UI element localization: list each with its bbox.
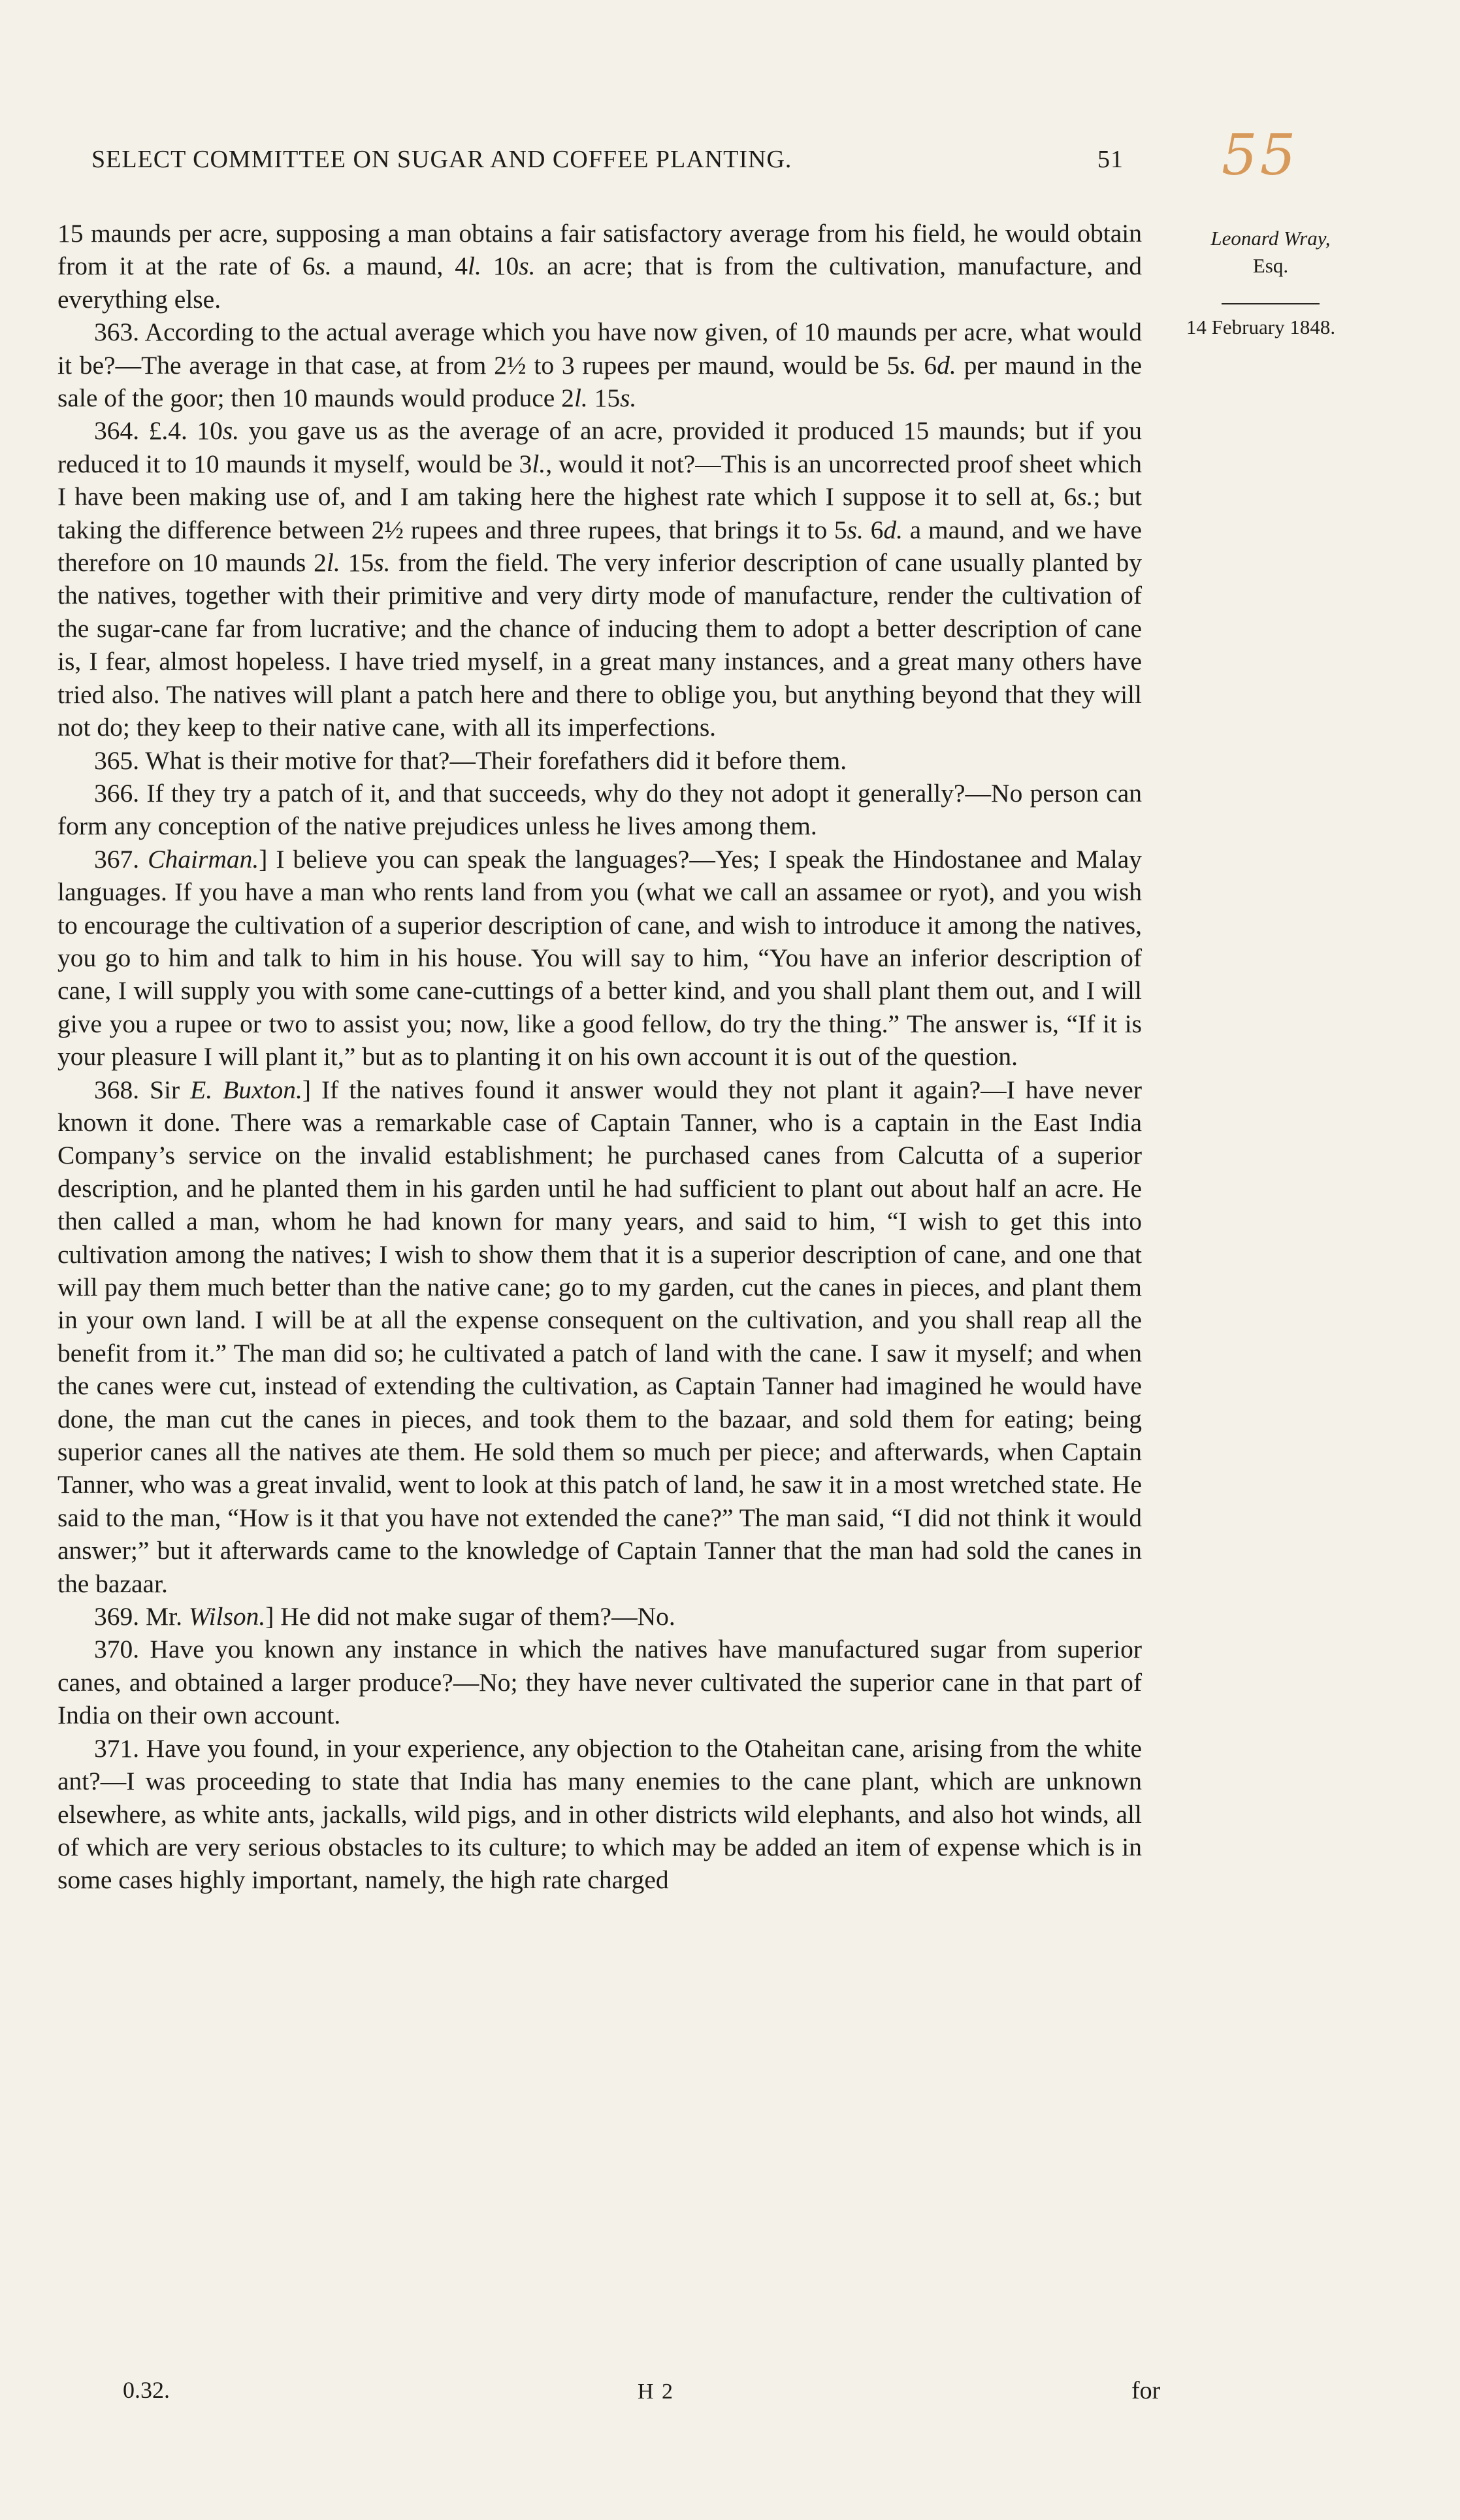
paragraph: 367. Chairman.] I believe you can speak the languages?—Yes; I speak the Hindostanee and Malay languages. If you have a man who rents land from you (what we call an assamee or ryot), and you wish to encourage the cultivation of a superior description of cane, and wish to introduce it among the natives, you go to him and talk to him in his house. You will say to him, “You have an inferior description of cane, I will supply you with some cane-cuttings of a better kind, and you shall plant them out, and I will give you a rupee or two to assist you; now, like a good fellow, do try the thing.” The answer is, “If it is your pleasure I will plant it,” but as to planting it on his own account it is out of the question. [57, 844, 1143, 1072]
paragraph: 15 maunds per acre, supposing a man obtains a fair satisfactory average from his field, he would obtain from it at the rate of 6s. a maund, 4l. 10s. an acre; that is from the cultivation, manufacture, and everything else. [57, 219, 1143, 314]
paragraph: 363. According to the actual average which you have now given, of 10 maunds per acre, what would it be?—The average in that case, at from 2½ to 3 rupees per maund, would be 5s. 6d. per maund in the sale of the goor; then 10 maunds would produce 2l. 15s. [57, 318, 1142, 413]
paragraph: 366. If they try a patch of it, and that succeeds, why do they not adopt it generally?—No person can form any conception of the native prejudices unless he lives among them. [57, 778, 1142, 841]
witness-name: Leonard Wray, [1210, 227, 1331, 250]
body-text [57, 217, 1142, 1897]
paragraph: 370. Have you known any instance in which the natives have manufactured sugar from superior canes, and obtained a larger produce?—No; they have never cultivated the superior cane in that part of India on their own account. [57, 1635, 1142, 1730]
paragraph: 364. £.4. 10s. you gave us as the average of an acre, provided it produced 15 maunds; but if you reduced it to 10 maunds it myself, would be 3l., would it not?—This is an uncorrected proof sheet which I have been making use of, and I am taking here the highest rate which I suppose it to sell at, 6s.; but taking the difference between 2½ rupees and three rupees, that brings it to 5s. 6d. a maund, and we have therefore on 10 maunds 2l. 15s. from the field. The very inferior description of cane usually planted by the natives, together with their primitive and very dirty mode of manufacture, render the cultivation of the sugar-cane far from lucrative; and the chance of inducing them to adopt a better description of cane is, I fear, almost hopeless. I have tried myself, in a great many instances, and a great many others have tried also. The natives will plant a patch here and there to oblige you, but anything beyond that they will not do; they keep to their native cane, with all its imperfections. [57, 416, 1143, 742]
witness-suffix: Esq. [1252, 254, 1289, 277]
running-head [91, 145, 1137, 174]
page-number: 51 [1097, 146, 1124, 173]
paragraph: 365. What is their motive for that?—Their forefathers did it before them. [94, 745, 847, 775]
evidence-date: 14 February 1848. [1186, 316, 1336, 338]
paragraph: 368. Sir E. Buxton.] If the natives found it answer would they not plant it again?—I have never known it done. There was a remarkable case of Captain Tanner, who is a captain in the East India Company’s service on the invalid establishment; he purchased canes from Calcutta of a superior description, and he planted them in his garden until he had sufficient to plant out about half an acre. He then called a man, whom he had known for many years, and said to him, “I wish to get this into cultivation among the natives; I wish to show them that it is a superior description of cane, and one that will pay them much better than the native cane; go to my garden, cut the canes in pieces, and plant them in your own land. I will be at all the expense consequent on the cultivation, and you shall reap all the benefit from it.” The man did so; he cultivated a patch of land with the cane. I saw it myself; and when the canes were cut, instead of extending the cultivation, as Captain Tanner had imagined he would have done, the man cut the canes in pieces, and took them to the bazaar, and sold them for eating; being superior canes all the natives ate them. He sold them so much per piece; and afterwards, when Captain Tanner, who was a great invalid, went to look at this patch of land, he saw it in a most wretched state. He said to the man, “How is it that you have not extended the cane?” The man said, “I did not think it would answer;” but it afterwards came to the knowledge of Captain Tanner that the man had sold the canes in the bazaar. [57, 1075, 1142, 1598]
footer-signature: 0.32. [123, 2377, 170, 2403]
catchword: for [1131, 2377, 1161, 2404]
handwritten-folio-number: 55 [1222, 123, 1299, 188]
footer-signature-mark: H 2 [638, 2380, 675, 2404]
paragraph: 369. Mr. Wilson.] He did not make sugar of them?—No. [94, 1602, 675, 1631]
running-title: SELECT COMMITTEE ON SUGAR AND COFFEE PLANTING. [91, 146, 792, 173]
margin-note [1169, 225, 1372, 341]
paragraph: 371. Have you found, in your experience, any objection to the Otaheitan cane, arising from the white ant?—I was proceeding to state that India has many enemies to the cane plant, which are unknown elsewhere, as white ants, jackalls, wild pigs, and in other districts wild elephants, and also hot winds, all of which are very serious obstacles to its culture; to which may be added an item of expense which is in some cases highly important, namely, the high rate charged [57, 1733, 1142, 1895]
margin-rule [1222, 303, 1320, 304]
